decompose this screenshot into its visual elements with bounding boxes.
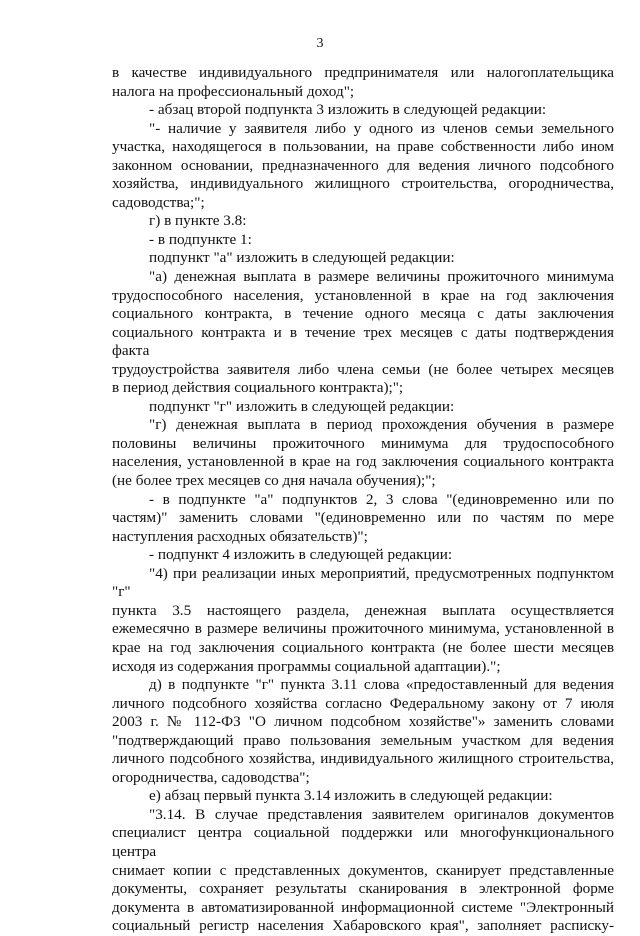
text-line: документа в автоматизированной информационной системе "Электронный [112,898,614,916]
text-line: в качестве индивидуального предпринимателя или налогоплательщика [112,64,614,81]
text-line: "- наличие у заявителя либо у одного из членов семьи земельного [149,119,614,137]
text-line: "г) денежная выплата в период прохождения обучения в размере [149,416,614,434]
text-line: налога на профессиональный доход"; [112,82,355,100]
document-body [112,64,614,936]
text-line: законном основании, предназначенного для ведения личного подсобного [112,156,614,174]
text-line: в период действия социального контракта);"; [112,379,404,397]
page-number: 3 [316,36,324,51]
text-line: исходя из содержания программы социальной адаптации)."; [112,657,501,675]
text-line: г) в пункте 3.8: [149,212,247,230]
text-line: - в подпункте 1: [149,230,252,248]
text-line: - абзац второй подпункта 3 изложить в следующей редакции: [149,101,547,119]
text-line: е) абзац первый пункта 3.14 изложить в следующей редакции: [149,787,553,805]
text-line: "подтверждающий право пользования земельным участком для ведения [112,731,614,749]
text-line: - подпункт 4 изложить в следующей редакции: [149,546,453,564]
text-line: огородничества, садоводства"; [112,768,310,786]
text-line: документы, сохраняет результаты сканирования в электронной форме [112,880,614,898]
text-line: трудоустройства заявителя либо члена семьи (не более четырех месяцев [112,360,614,378]
text-line: наступления расходных обязательств)"; [112,527,368,545]
text-line: специалист центра социальной поддержки или многофункционального центра [112,824,614,860]
text-line: крае на год заключения социального контракта (не более шести месяцев [112,638,614,656]
text-line: социального контракта, в течение одного месяца с даты заключения [112,305,614,323]
text-line: социальный регистр населения Хабаровского края", заполняет расписку- [112,917,614,935]
text-line: подпункт "г" изложить в следующей редакции: [149,397,455,415]
text-line: участка, находящегося в пользовании, на праве собственности либо ином [112,138,614,156]
text-line: личного подсобного хозяйства согласно Федеральному закону от 7 июля [112,694,614,712]
text-line: д) в подпункте "г" пункта 3.11 слова «предоставленный для ведения [149,676,614,694]
text-line: пункта 3.5 настоящего раздела, денежная выплата осуществляется [112,601,614,619]
text-line: "3.14. В случае представления заявителем оригиналов документов [149,805,614,823]
text-line: "а) денежная выплата в размере величины прожиточного минимума [149,268,614,286]
text-line: подпункт "а" изложить в следующей редакции: [149,249,455,267]
text-line: населения, установленной в крае на год заключения социального контракта [112,453,614,471]
text-line: социального контракта и в течение трех месяцев с даты подтверждения факта [112,323,614,360]
text-line: 2003 г. № 112-ФЗ "О личном подсобном хозяйстве"» заменить словами [112,713,614,731]
text-line: - в подпункте "а" подпунктов 2, 3 слова "(единовременно или по [149,490,614,508]
text-line: "4) при реализации иных мероприятий, предусмотренных подпунктом "г" [112,564,614,601]
text-line: ежемесячно в размере величины прожиточного минимума, установленной в [112,620,614,638]
text-line: (не более трех месяцев со дня начала обучения);"; [112,472,436,490]
text-line: трудоспособного населения, установленной в крае на год заключения [112,286,614,304]
text-line: частям)" заменить словами "(единовременно или по частям по мере [112,509,614,527]
text-line: снимает копии с представленных документов, сканирует представленные [112,861,614,879]
text-line: личного подсобного хозяйства, индивидуального жилищного строительства, [112,750,614,768]
text-line: половины величины прожиточного минимума для трудоспособного [112,434,614,452]
text-line: хозяйства, индивидуального жилищного строительства, огородничества, [112,175,614,193]
text-line: садоводства;"; [112,193,205,211]
